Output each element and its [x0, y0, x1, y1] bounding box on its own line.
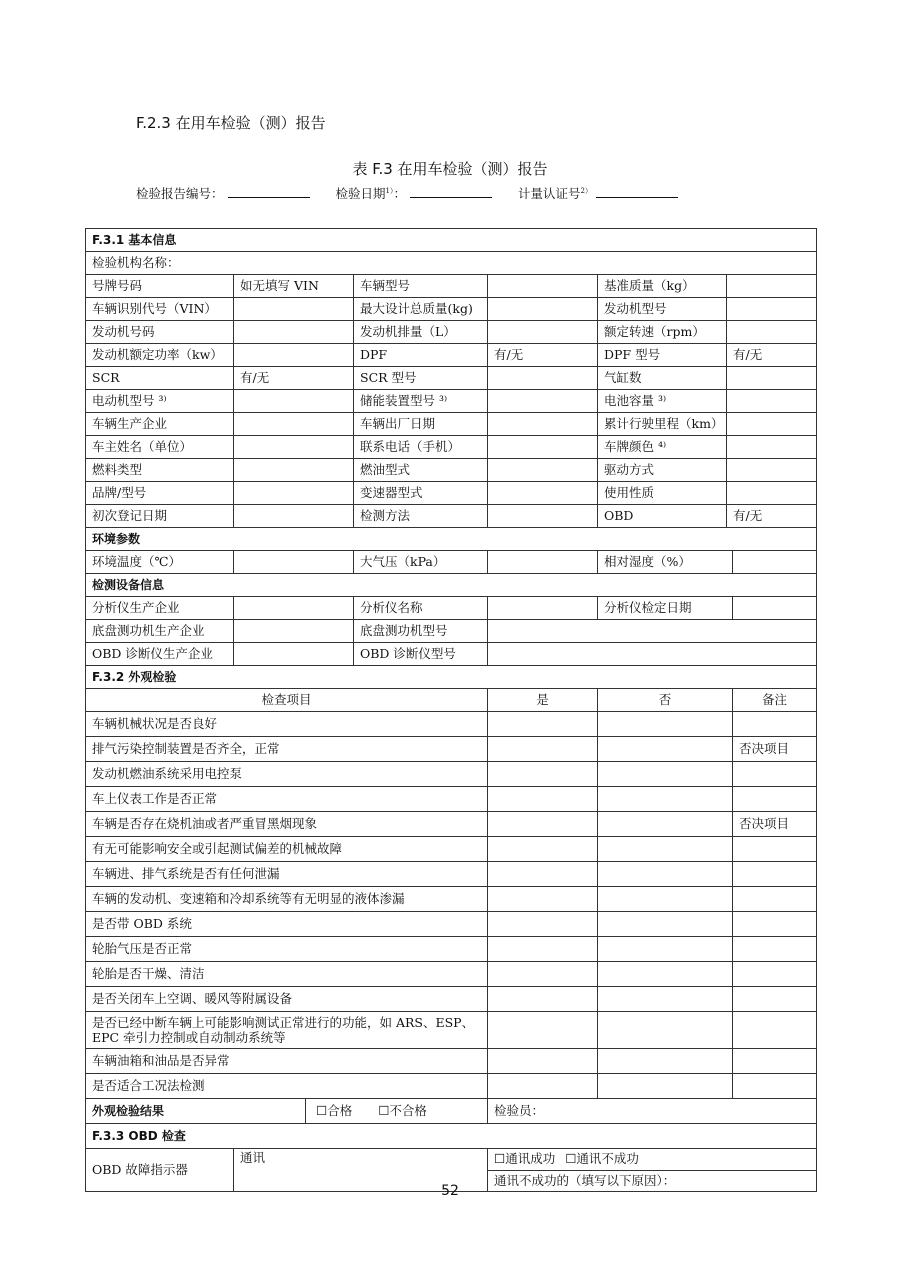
basic-label: OBD: [598, 505, 727, 528]
comm-fail-checkbox[interactable]: ☐通讯不成功: [565, 1151, 639, 1166]
obd-indicator-label: OBD 故障指示器: [86, 1149, 234, 1192]
visual-yes-cell[interactable]: [488, 1074, 598, 1099]
analyzer-maker-field[interactable]: [234, 597, 354, 620]
analyzer-maker-label: 分析仪生产企业: [86, 597, 234, 620]
basic-value-field[interactable]: [234, 482, 354, 505]
obd-model-field[interactable]: [488, 643, 817, 666]
basic-label: DPF 型号: [598, 344, 727, 367]
basic-label: 车牌颜色 ⁴⁾: [598, 436, 727, 459]
section-heading: F.2.3 在用车检验（测）报告: [136, 114, 326, 132]
visual-yes-cell[interactable]: [488, 1012, 598, 1049]
basic-label: 累计行驶里程（km）: [598, 413, 727, 436]
visual-item-label: 轮胎气压是否正常: [86, 937, 488, 962]
basic-label: 车辆识别代号（VIN）: [86, 298, 234, 321]
visual-note-cell: [733, 937, 817, 962]
basic-value-field[interactable]: [488, 367, 598, 390]
basic-value-field[interactable]: [727, 275, 817, 298]
visual-yes-cell[interactable]: [488, 812, 598, 837]
visual-item-label: 车辆机械状况是否良好: [86, 712, 488, 737]
visual-result-label: 外观检验结果: [86, 1099, 306, 1124]
col-yes-header: 是: [488, 689, 598, 712]
comm-fail-reason[interactable]: 通讯不成功的（填写以下原因）：: [488, 1170, 816, 1189]
basic-info-title: F.3.1 基本信息: [86, 229, 817, 252]
visual-yes-cell[interactable]: [488, 787, 598, 812]
visual-item-label: 是否已经中断车辆上可能影响测试正常进行的功能，如 ARS、ESP、EPC 牵引力控制或自动制动系统等: [86, 1012, 488, 1049]
basic-value-field[interactable]: [727, 459, 817, 482]
cert-field[interactable]: [596, 185, 678, 198]
basic-value-field[interactable]: [234, 344, 354, 367]
obd-model-label: OBD 诊断仪型号: [354, 643, 488, 666]
basic-value-field[interactable]: [488, 390, 598, 413]
analyzer-date-label: 分析仪检定日期: [598, 597, 733, 620]
visual-note-cell: 否决项目: [733, 737, 817, 762]
env-pressure-label: 大气压（kPa）: [354, 551, 488, 574]
basic-label: 基准质量（kg）: [598, 275, 727, 298]
basic-value-field[interactable]: 有/无: [488, 344, 598, 367]
visual-item-label: 轮胎是否干燥、清洁: [86, 962, 488, 987]
basic-value-field[interactable]: [234, 321, 354, 344]
visual-no-cell[interactable]: [598, 762, 733, 787]
visual-item-label: 排气污染控制装置是否齐全，正常: [86, 737, 488, 762]
org-name-field[interactable]: 检验机构名称：: [86, 252, 817, 275]
basic-label: DPF: [354, 344, 488, 367]
inspector-field[interactable]: 检验员：: [488, 1099, 817, 1124]
visual-note-cell: [733, 1074, 817, 1099]
cert-note: 2）: [580, 186, 592, 195]
visual-title: F.3.2 外观检验: [86, 666, 817, 689]
visual-note-cell: [733, 787, 817, 812]
basic-label: 车辆生产企业: [86, 413, 234, 436]
env-humidity-field[interactable]: [733, 551, 817, 574]
basic-value-field[interactable]: [488, 413, 598, 436]
basic-label: 初次登记日期: [86, 505, 234, 528]
basic-value-field[interactable]: [488, 459, 598, 482]
visual-note-cell: [733, 962, 817, 987]
visual-no-cell[interactable]: [598, 837, 733, 862]
basic-value-field[interactable]: [727, 436, 817, 459]
basic-value-field[interactable]: [488, 275, 598, 298]
visual-item-label: 车辆进、排气系统是否有任何泄漏: [86, 862, 488, 887]
visual-no-cell[interactable]: [598, 887, 733, 912]
visual-note-cell: [733, 987, 817, 1012]
basic-value-field[interactable]: [234, 413, 354, 436]
date-field[interactable]: [410, 185, 492, 198]
basic-label: SCR 型号: [354, 367, 488, 390]
basic-label: 最大设计总质量(kg): [354, 298, 488, 321]
visual-item-label: 是否关闭车上空调、暖风等附属设备: [86, 987, 488, 1012]
basic-value-field[interactable]: [488, 505, 598, 528]
basic-value-field[interactable]: 如无填写 VIN: [234, 275, 354, 298]
visual-note-cell: [733, 912, 817, 937]
basic-value-field[interactable]: [727, 482, 817, 505]
env-humidity-label: 相对湿度（%）: [598, 551, 733, 574]
analyzer-date-field[interactable]: [733, 597, 817, 620]
visual-yes-cell[interactable]: [488, 737, 598, 762]
basic-label: 燃油型式: [354, 459, 488, 482]
visual-item-label: 是否带 OBD 系统: [86, 912, 488, 937]
visual-item-label: 车辆油箱和油品是否异常: [86, 1049, 488, 1074]
basic-label: 发动机排量（L）: [354, 321, 488, 344]
visual-yes-cell[interactable]: [488, 712, 598, 737]
basic-value-field[interactable]: [488, 482, 598, 505]
basic-label: 发动机额定功率（kw）: [86, 344, 234, 367]
pass-checkbox[interactable]: ☐合格: [316, 1103, 353, 1118]
comm-success-checkbox[interactable]: ☐通讯成功: [494, 1151, 556, 1166]
analyzer-name-field[interactable]: [488, 597, 598, 620]
visual-yes-cell[interactable]: [488, 987, 598, 1012]
visual-no-cell[interactable]: [598, 1012, 733, 1049]
basic-label: 发动机号码: [86, 321, 234, 344]
env-title: 环境参数: [86, 528, 817, 551]
basic-value-field[interactable]: [488, 321, 598, 344]
visual-yes-cell[interactable]: [488, 962, 598, 987]
report-no-label: 检验报告编号：: [136, 186, 224, 201]
report-meta-line: 检验报告编号： 检验日期$^{1)}$： 计量认证号$^{2)}$: [136, 184, 682, 202]
visual-yes-cell[interactable]: [488, 1049, 598, 1074]
visual-note-cell: [733, 887, 817, 912]
basic-value-field[interactable]: [727, 390, 817, 413]
basic-label: 使用性质: [598, 482, 727, 505]
basic-label: 车辆出厂日期: [354, 413, 488, 436]
basic-label: 联系电话（手机）: [354, 436, 488, 459]
basic-value-field[interactable]: [488, 436, 598, 459]
env-temp-field[interactable]: [234, 551, 354, 574]
basic-value-field[interactable]: [727, 367, 817, 390]
dyno-maker-label: 底盘测功机生产企业: [86, 620, 234, 643]
basic-value-field[interactable]: [727, 298, 817, 321]
visual-yes-cell[interactable]: [488, 862, 598, 887]
col-no-header: 否: [598, 689, 733, 712]
basic-label: 品牌/型号: [86, 482, 234, 505]
basic-label: 电动机型号 ³⁾: [86, 390, 234, 413]
dyno-maker-field[interactable]: [234, 620, 354, 643]
visual-no-cell[interactable]: [598, 712, 733, 737]
basic-label: 驱动方式: [598, 459, 727, 482]
basic-value-field[interactable]: [727, 413, 817, 436]
visual-note-cell: [733, 862, 817, 887]
obd-comm-label: 通讯: [234, 1149, 488, 1192]
visual-item-label: 是否适合工况法检测: [86, 1074, 488, 1099]
visual-no-cell[interactable]: [598, 987, 733, 1012]
visual-note-cell: [733, 762, 817, 787]
basic-value-field[interactable]: [727, 321, 817, 344]
page-number: 52: [441, 1183, 459, 1199]
basic-value-field[interactable]: [234, 459, 354, 482]
analyzer-name-label: 分析仪名称: [354, 597, 488, 620]
visual-no-cell[interactable]: [598, 812, 733, 837]
basic-value-field[interactable]: [234, 390, 354, 413]
visual-no-cell[interactable]: [598, 962, 733, 987]
visual-note-cell: [733, 837, 817, 862]
basic-label: 变速器型式: [354, 482, 488, 505]
visual-yes-cell[interactable]: [488, 887, 598, 912]
basic-label: 电池容量 ³⁾: [598, 390, 727, 413]
basic-value-field[interactable]: [488, 298, 598, 321]
col-item-header: 检查项目: [86, 689, 488, 712]
visual-note-cell: [733, 1049, 817, 1074]
basic-value-field[interactable]: [234, 505, 354, 528]
basic-label: 燃料类型: [86, 459, 234, 482]
env-temp-label: 环境温度（℃）: [86, 551, 234, 574]
date-note: 1）: [385, 186, 394, 195]
visual-item-label: 车上仪表工作是否正常: [86, 787, 488, 812]
basic-label: 车主姓名（单位）: [86, 436, 234, 459]
visual-no-cell[interactable]: [598, 1049, 733, 1074]
basic-label: 检测方法: [354, 505, 488, 528]
visual-no-cell[interactable]: [598, 862, 733, 887]
basic-label: 额定转速（rpm）: [598, 321, 727, 344]
date-label: 检验日期: [335, 186, 386, 201]
env-pressure-field[interactable]: [488, 551, 598, 574]
visual-result-options[interactable]: [306, 1099, 488, 1124]
visual-note-cell: [733, 712, 817, 737]
basic-value-field[interactable]: 有/无: [727, 505, 817, 528]
visual-yes-cell[interactable]: [488, 937, 598, 962]
fail-checkbox[interactable]: ☐不合格: [378, 1103, 427, 1118]
visual-item-label: 有无可能影响安全或引起测试偏差的机械故障: [86, 837, 488, 862]
visual-yes-cell[interactable]: [488, 912, 598, 937]
obd-maker-label: OBD 诊断仪生产企业: [86, 643, 234, 666]
cert-label: 计量认证号: [518, 186, 581, 201]
basic-label: 发动机型号: [598, 298, 727, 321]
visual-no-cell[interactable]: [598, 937, 733, 962]
visual-yes-cell[interactable]: [488, 762, 598, 787]
obd-maker-field[interactable]: [234, 643, 354, 666]
dyno-model-label: 底盘测功机型号: [354, 620, 488, 643]
report-no-field[interactable]: [228, 185, 310, 198]
basic-label: 号牌号码: [86, 275, 234, 298]
equip-title: 检测设备信息: [86, 574, 817, 597]
visual-item-label: 车辆的发动机、变速箱和冷却系统等有无明显的液体渗漏: [86, 887, 488, 912]
visual-item-label: 车辆是否存在烧机油或者严重冒黑烟现象: [86, 812, 488, 837]
inspection-report-table: [85, 228, 817, 1192]
col-note-header: 备注: [733, 689, 817, 712]
dyno-model-field[interactable]: [488, 620, 817, 643]
visual-yes-cell[interactable]: [488, 837, 598, 862]
visual-no-cell[interactable]: [598, 1074, 733, 1099]
basic-value-field[interactable]: [234, 436, 354, 459]
visual-no-cell[interactable]: [598, 787, 733, 812]
visual-item-label: 发动机燃油系统采用电控泵: [86, 762, 488, 787]
basic-value-field[interactable]: 有/无: [727, 344, 817, 367]
visual-no-cell[interactable]: [598, 912, 733, 937]
basic-label: SCR: [86, 367, 234, 390]
basic-label: 气缸数: [598, 367, 727, 390]
visual-no-cell[interactable]: [598, 737, 733, 762]
basic-label: 储能装置型号 ³⁾: [354, 390, 488, 413]
basic-label: 车辆型号: [354, 275, 488, 298]
basic-value-field[interactable]: 有/无: [234, 367, 354, 390]
visual-note-cell: 否决项目: [733, 812, 817, 837]
obd-title: F.3.3 OBD 检查: [86, 1124, 817, 1149]
visual-note-cell: [733, 1012, 817, 1049]
basic-value-field[interactable]: [234, 298, 354, 321]
table-title: 表 F.3 在用车检验（测）报告: [352, 160, 548, 178]
